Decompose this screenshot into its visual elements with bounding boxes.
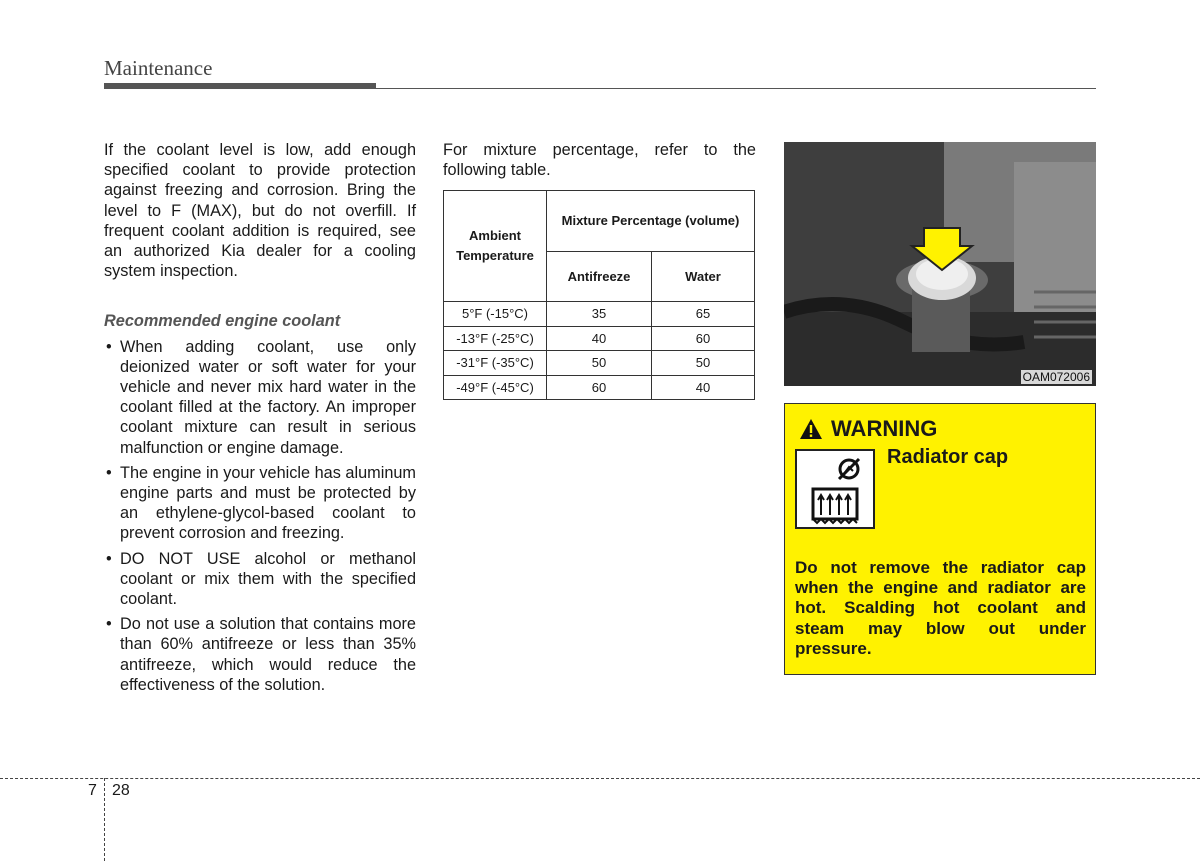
section-title: Maintenance bbox=[104, 56, 213, 80]
list-item: • Do not use a solution that contains more than 60% antifreeze or less than 35% antifreeze, which would reduce the effectiveness of the solution. bbox=[104, 614, 416, 695]
temperature-cell: -31°F (-35°C) bbox=[444, 351, 547, 376]
temperature-cell: -49°F (-45°C) bbox=[444, 375, 547, 400]
table-row bbox=[444, 375, 755, 400]
figure-code: OAM072006 bbox=[1022, 370, 1090, 384]
footer-rule bbox=[0, 778, 1200, 779]
table-row bbox=[444, 302, 755, 327]
list-item: • When adding coolant, use only deionized water or soft water for your vehicle and never mix hard water in the coolant filled at the factory. An improper coolant mixture can result in serious malfunction or engine damage. bbox=[104, 337, 416, 458]
warning-box bbox=[784, 403, 1096, 675]
mixture-table bbox=[443, 190, 755, 400]
left-column bbox=[104, 140, 416, 700]
ambient-temperature-header: Ambient Temperature bbox=[444, 191, 547, 302]
recommended-coolant-heading: Recommended engine coolant bbox=[104, 312, 341, 331]
list-item: • DO NOT USE alcohol or methanol coolant or mix them with the specified coolant. bbox=[104, 549, 416, 610]
warning-heading bbox=[799, 416, 937, 442]
middle-column bbox=[443, 140, 756, 400]
water-cell: 40 bbox=[652, 375, 755, 400]
warning-triangle-icon bbox=[799, 418, 823, 440]
engine-bay-illustration bbox=[784, 142, 1096, 386]
hot-radiator-cap-icon bbox=[795, 449, 875, 529]
antifreeze-header: Antifreeze bbox=[547, 252, 652, 302]
antifreeze-cell: 40 bbox=[547, 326, 652, 351]
temperature-cell: 5°F (-15°C) bbox=[444, 302, 547, 327]
warning-subtitle: Radiator cap bbox=[887, 446, 1009, 468]
water-header: Water bbox=[652, 252, 755, 302]
antifreeze-cell: 60 bbox=[547, 375, 652, 400]
antifreeze-cell: 35 bbox=[547, 302, 652, 327]
footer-divider bbox=[104, 778, 105, 861]
header-rule-thick bbox=[104, 83, 376, 89]
coolant-intro-paragraph: If the coolant level is low, add enough specified coolant to provide protection against freezing and corrosion. Bring the level to F (MAX), but do not overfill. If frequent coolant addition is required, see an authorized Kia dealer for a cooling system inspection. bbox=[104, 141, 416, 281]
header-rule-thin bbox=[376, 88, 1096, 89]
mixture-percentage-header: Mixture Percentage (volume) bbox=[547, 191, 755, 252]
table-row bbox=[444, 351, 755, 376]
antifreeze-cell: 50 bbox=[547, 351, 652, 376]
list-item: • The engine in your vehicle has aluminum engine parts and must be protected by an ethylene-glycol-based coolant to prevent corrosion and freezing. bbox=[104, 463, 416, 544]
warning-body: Do not remove the radiator cap when the engine and radiator are hot. Scalding hot coolant and steam may blow out under pressure. bbox=[795, 558, 1086, 658]
page-number: 28 bbox=[112, 782, 130, 799]
table-intro: For mixture percentage, refer to the following table. bbox=[443, 141, 756, 180]
chapter-number: 7 bbox=[88, 782, 97, 799]
water-cell: 65 bbox=[652, 302, 755, 327]
temperature-cell: -13°F (-25°C) bbox=[444, 326, 547, 351]
table-row bbox=[444, 326, 755, 351]
water-cell: 50 bbox=[652, 351, 755, 376]
coolant-bullet-list bbox=[104, 337, 416, 695]
warning-title: WARNING bbox=[831, 416, 938, 441]
radiator-cap-photo bbox=[784, 142, 1096, 386]
water-cell: 60 bbox=[652, 326, 755, 351]
